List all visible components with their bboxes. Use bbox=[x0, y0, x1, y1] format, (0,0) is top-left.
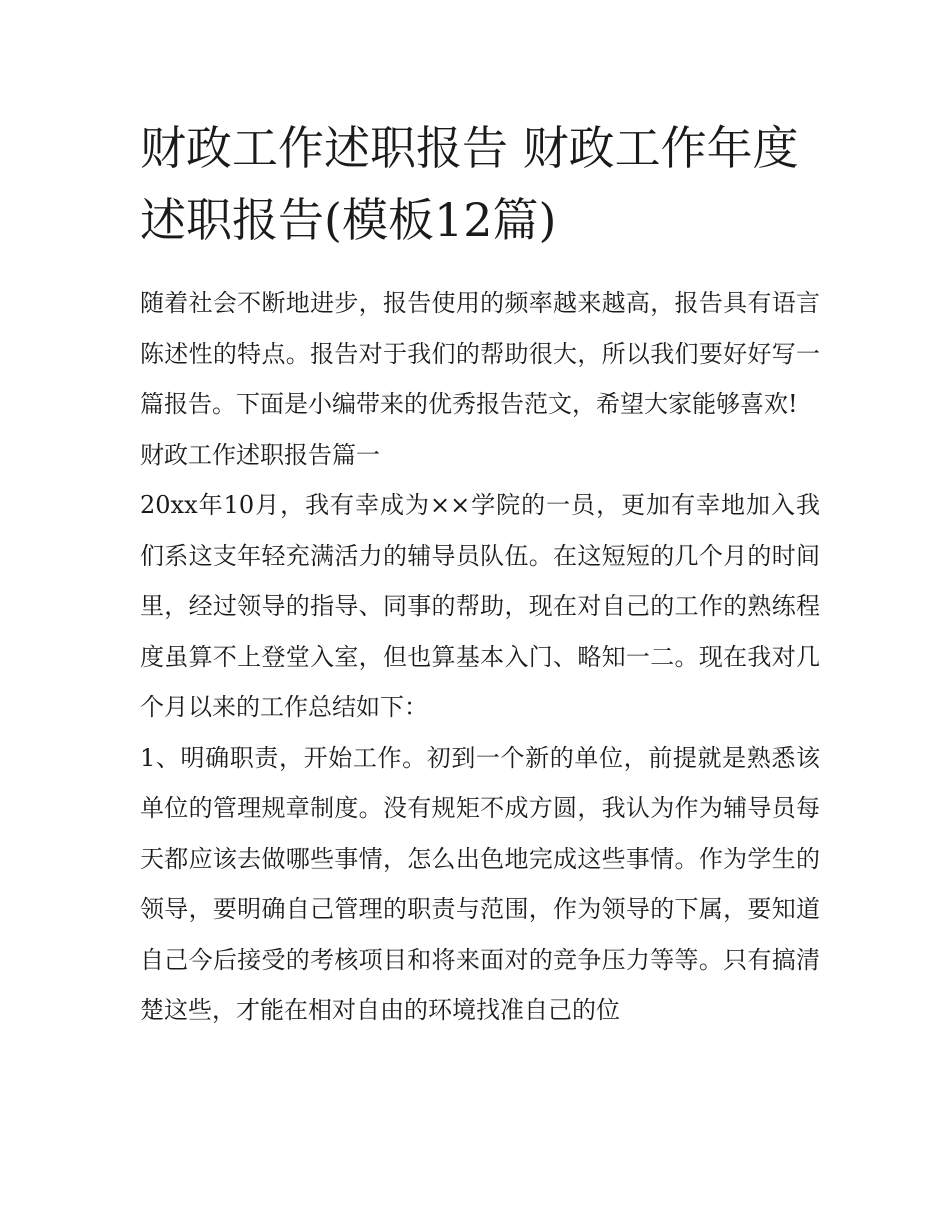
body-paragraph: 20xx年10月，我有幸成为××学院的一员，更加有幸地加入我们系这支年轻充满活力的辅导员队伍。在这短短的几个月的时间里，经过领导的指导、同事的帮助，现在对自己的工作的熟练程度虽算不上登堂入室，但也算基本入门、略知一二。现在我对几个月以来的工作总结如下： bbox=[140, 491, 820, 721]
document-body bbox=[140, 278, 820, 1036]
document-title: 财政工作述职报告 财政工作年度述职报告(模板12篇) bbox=[140, 121, 799, 247]
body-paragraph: 1、明确职责，开始工作。初到一个新的单位，前提就是熟悉该单位的管理规章制度。没有规矩不成方圆，我认为作为辅导员每天都应该去做哪些事情，怎么出色地完成这些事情。作为学生的领导，要明确自己管理的职责与范围，作为领导的下属，要知道自己今后接受的考核项目和将来面对的竞争压力等等。只有搞清楚这些，才能在相对自由的环境找准自己的位 bbox=[140, 743, 820, 1024]
intro-paragraph: 随着社会不断地进步，报告使用的频率越来越高，报告具有语言陈述性的特点。报告对于我们的帮助很大，所以我们要好好写一篇报告。下面是小编带来的优秀报告范文，希望大家能够喜欢! bbox=[140, 289, 820, 418]
section-heading: 财政工作述职报告篇一 bbox=[140, 440, 380, 469]
